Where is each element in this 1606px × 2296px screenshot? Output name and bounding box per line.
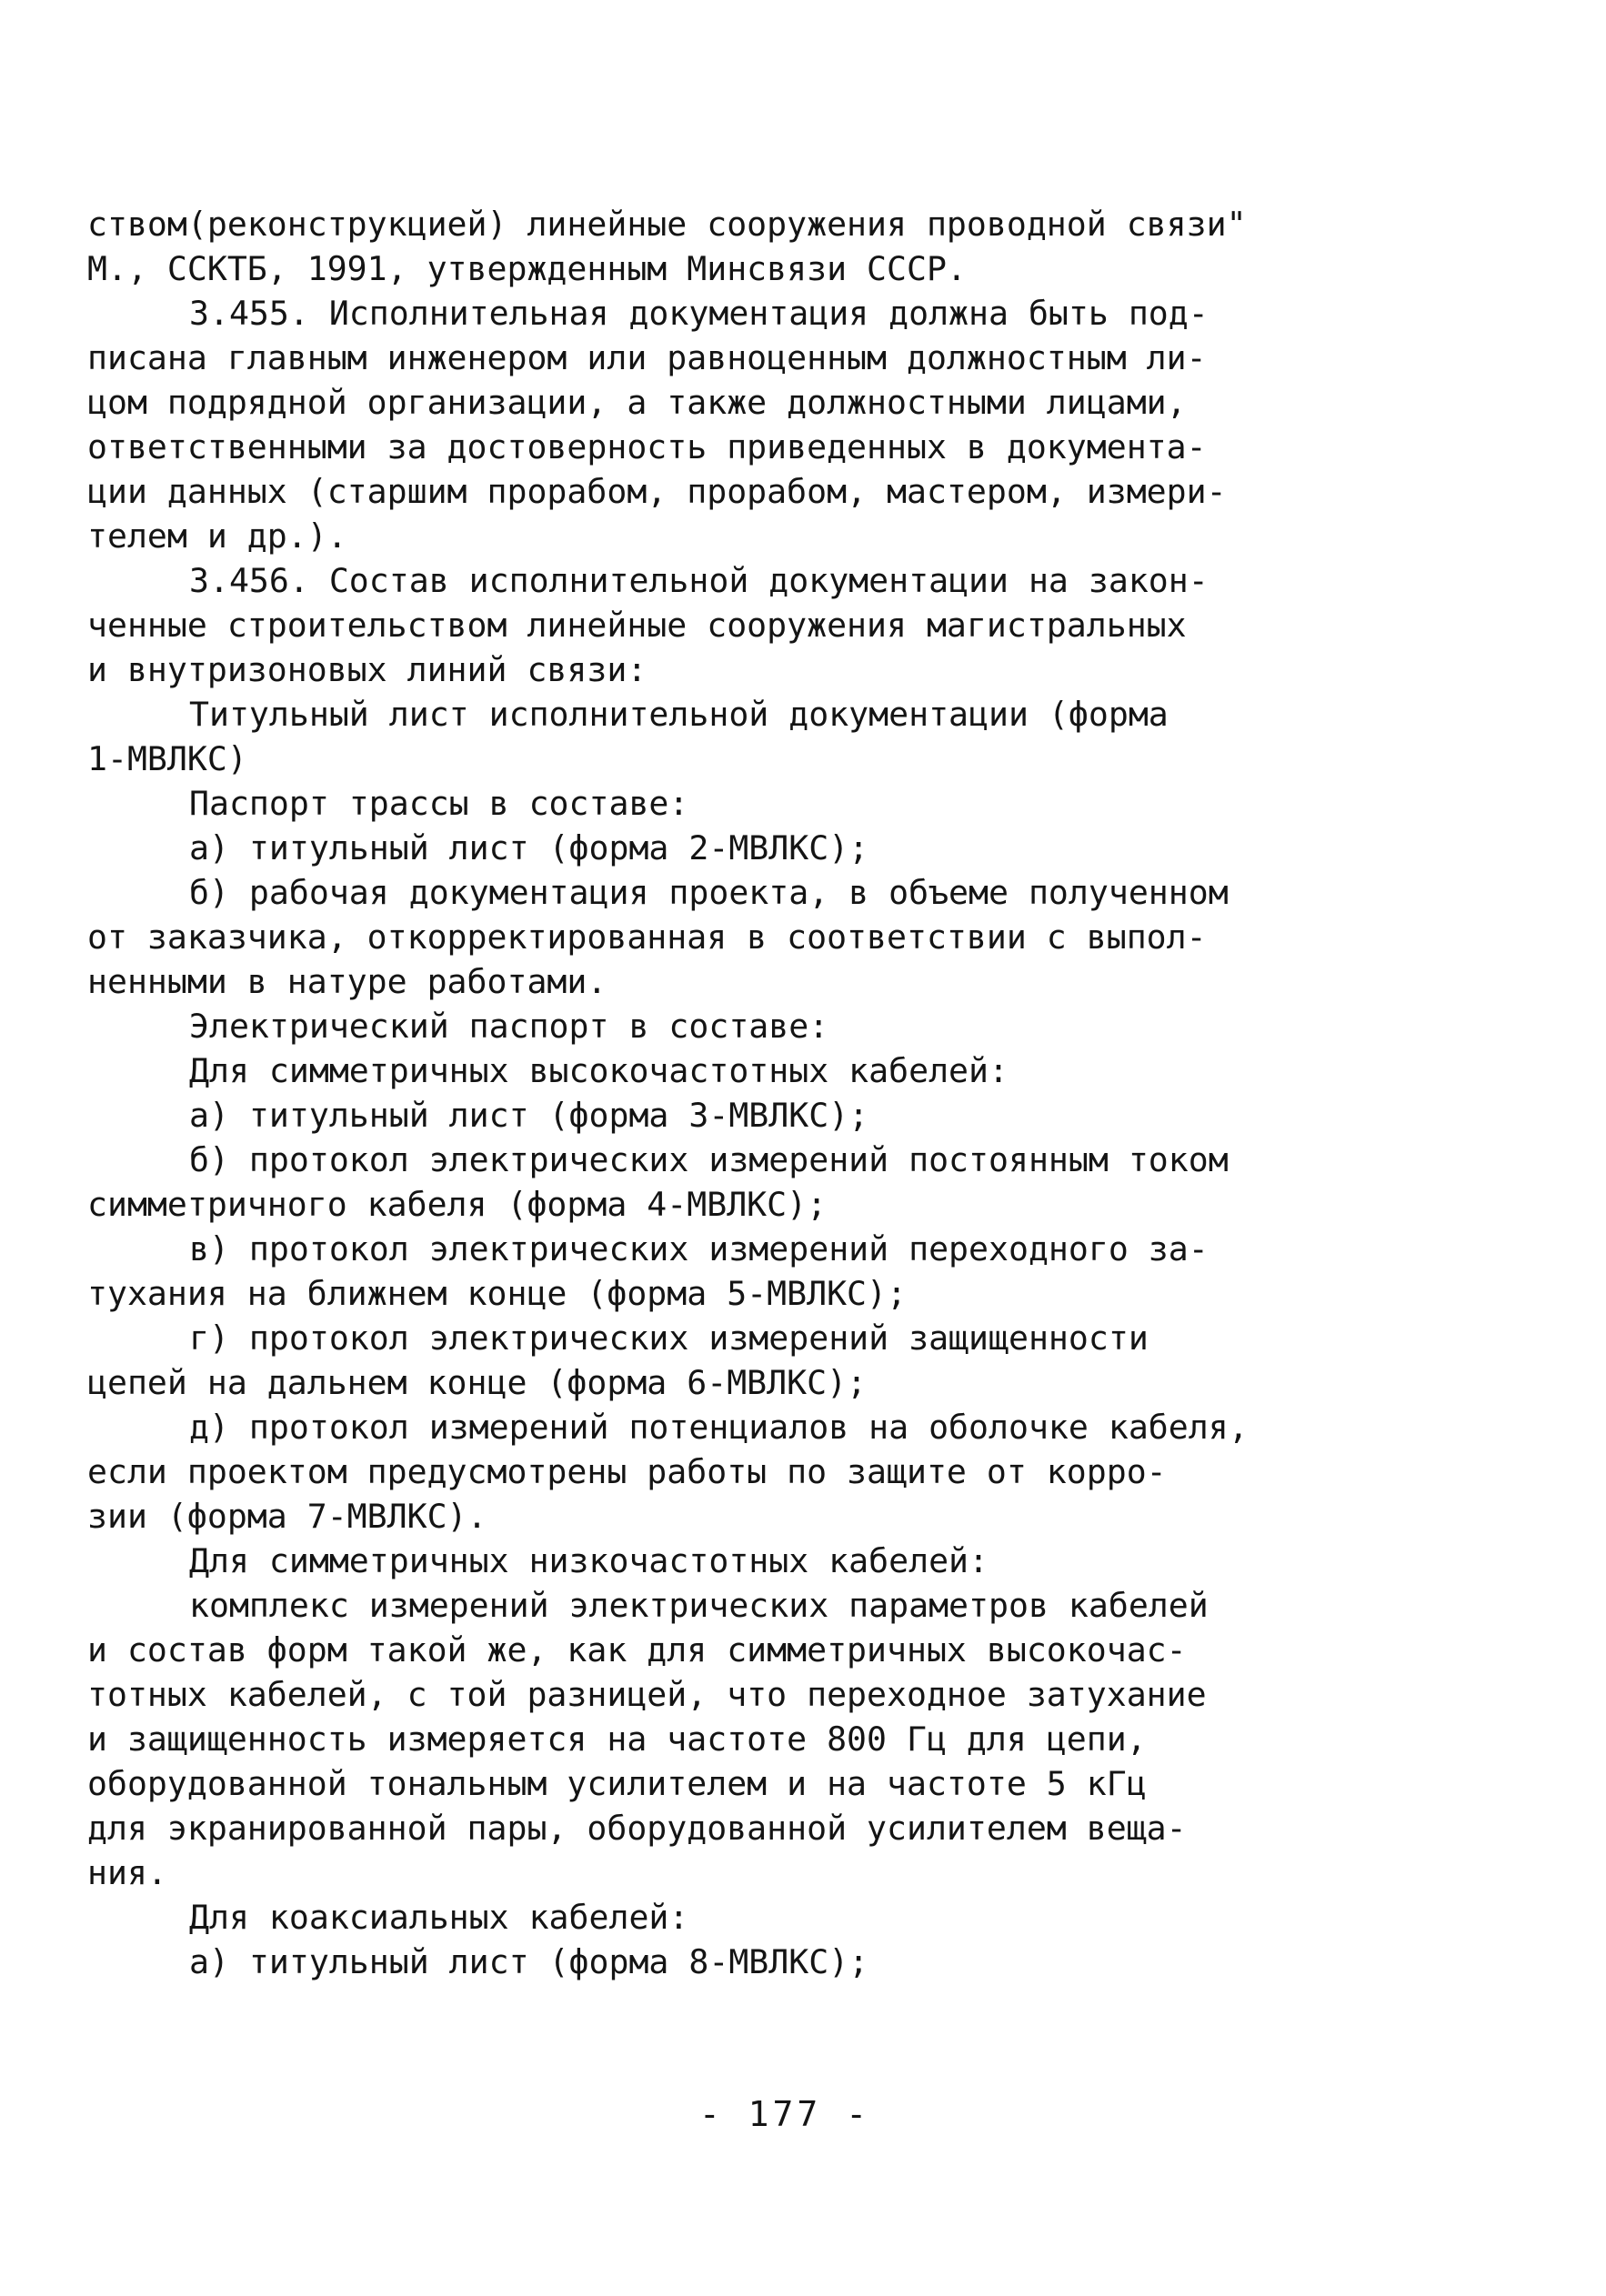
paragraph-3-455-start: 3.455. Исполнительная документация должна быть под- <box>189 294 1209 333</box>
text-line: и защищенность измеряется на частоте 800 Гц для цепи, <box>87 1719 1147 1759</box>
text-line: если проектом предусмотрены работы по защите от корро- <box>87 1452 1167 1491</box>
text-line: тухания на ближнем конце (форма 5-МВЛКС); <box>87 1274 907 1313</box>
text-line: ненными в натуре работами. <box>87 962 607 1001</box>
text-line: Для симметричных низкочастотных кабелей: <box>189 1541 989 1580</box>
text-line: 1-МВЛКС) <box>87 739 247 778</box>
text-line: цепей на дальнем конце (форма 6-МВЛКС); <box>87 1363 868 1402</box>
text-line: М., ССКТБ, 1991, утвержденным Минсвязи СССР. <box>87 249 967 288</box>
list-item: а) титульный лист (форма 2-МВЛКС); <box>189 828 869 867</box>
text-line: Титульный лист исполнительной документации (форма <box>189 695 1169 734</box>
list-item: г) протокол электрических измерений защищенности <box>189 1318 1149 1358</box>
list-item: а) титульный лист (форма 8-МВЛКС); <box>189 1942 869 1981</box>
text-line: ции данных (старшим прорабом, прорабом, мастером, измери- <box>87 472 1227 511</box>
text-line: ния. <box>87 1853 167 1892</box>
text-line: от заказчика, откорректированная в соответствии с выпол- <box>87 917 1207 957</box>
text-line: комплекс измерений электрических параметров кабелей <box>189 1586 1209 1625</box>
text-line: ченные строительством линейные сооружения магистральных <box>87 606 1187 645</box>
list-item: а) титульный лист (форма 3-МВЛКС); <box>189 1096 869 1135</box>
text-line: телем и др.). <box>87 516 347 556</box>
list-item: б) протокол электрических измерений постоянным током <box>189 1140 1229 1179</box>
text-line: ством(реконструкцией) линейные сооружения проводной связи" <box>87 205 1247 244</box>
text-line: Для симметричных высокочастотных кабелей: <box>189 1051 1009 1090</box>
text-line: Паспорт трассы в составе: <box>189 784 689 823</box>
text-line: писана главным инженером или равноценным должностным ли- <box>87 338 1207 377</box>
body-text <box>87 202 1297 1984</box>
text-line: зии (форма 7-МВЛКС). <box>87 1497 487 1536</box>
list-item: в) протокол электрических измерений переходного за- <box>189 1229 1209 1268</box>
text-line: Электрический паспорт в составе: <box>189 1007 829 1046</box>
text-line: симметричного кабеля (форма 4-МВЛКС); <box>87 1185 828 1224</box>
list-item: д) протокол измерений потенциалов на оболочке кабеля, <box>189 1408 1249 1447</box>
page-number-text: - 177 - <box>698 2094 871 2134</box>
text-line: Для коаксиальных кабелей: <box>189 1898 689 1937</box>
text-line: тотных кабелей, с той разницей, что переходное затухание <box>87 1675 1207 1714</box>
list-item: б) рабочая документация проекта, в объеме полученном <box>189 873 1229 912</box>
text-line: и внутризоновых линий связи: <box>87 650 647 689</box>
text-line: ответственными за достоверность приведенных в документа- <box>87 427 1207 466</box>
text-line: цом подрядной организации, а также должностными лицами, <box>87 383 1187 422</box>
text-line: и состав форм такой же, как для симметричных высокочас- <box>87 1630 1187 1669</box>
text-line: оборудованной тональным усилителем и на частоте 5 кГц <box>87 1764 1147 1803</box>
page-number <box>0 2091 1606 2137</box>
paragraph-3-456-start: 3.456. Состав исполнительной документации на закон- <box>189 561 1209 600</box>
text-line: для экранированной пары, оборудованной усилителем веща- <box>87 1809 1187 1848</box>
